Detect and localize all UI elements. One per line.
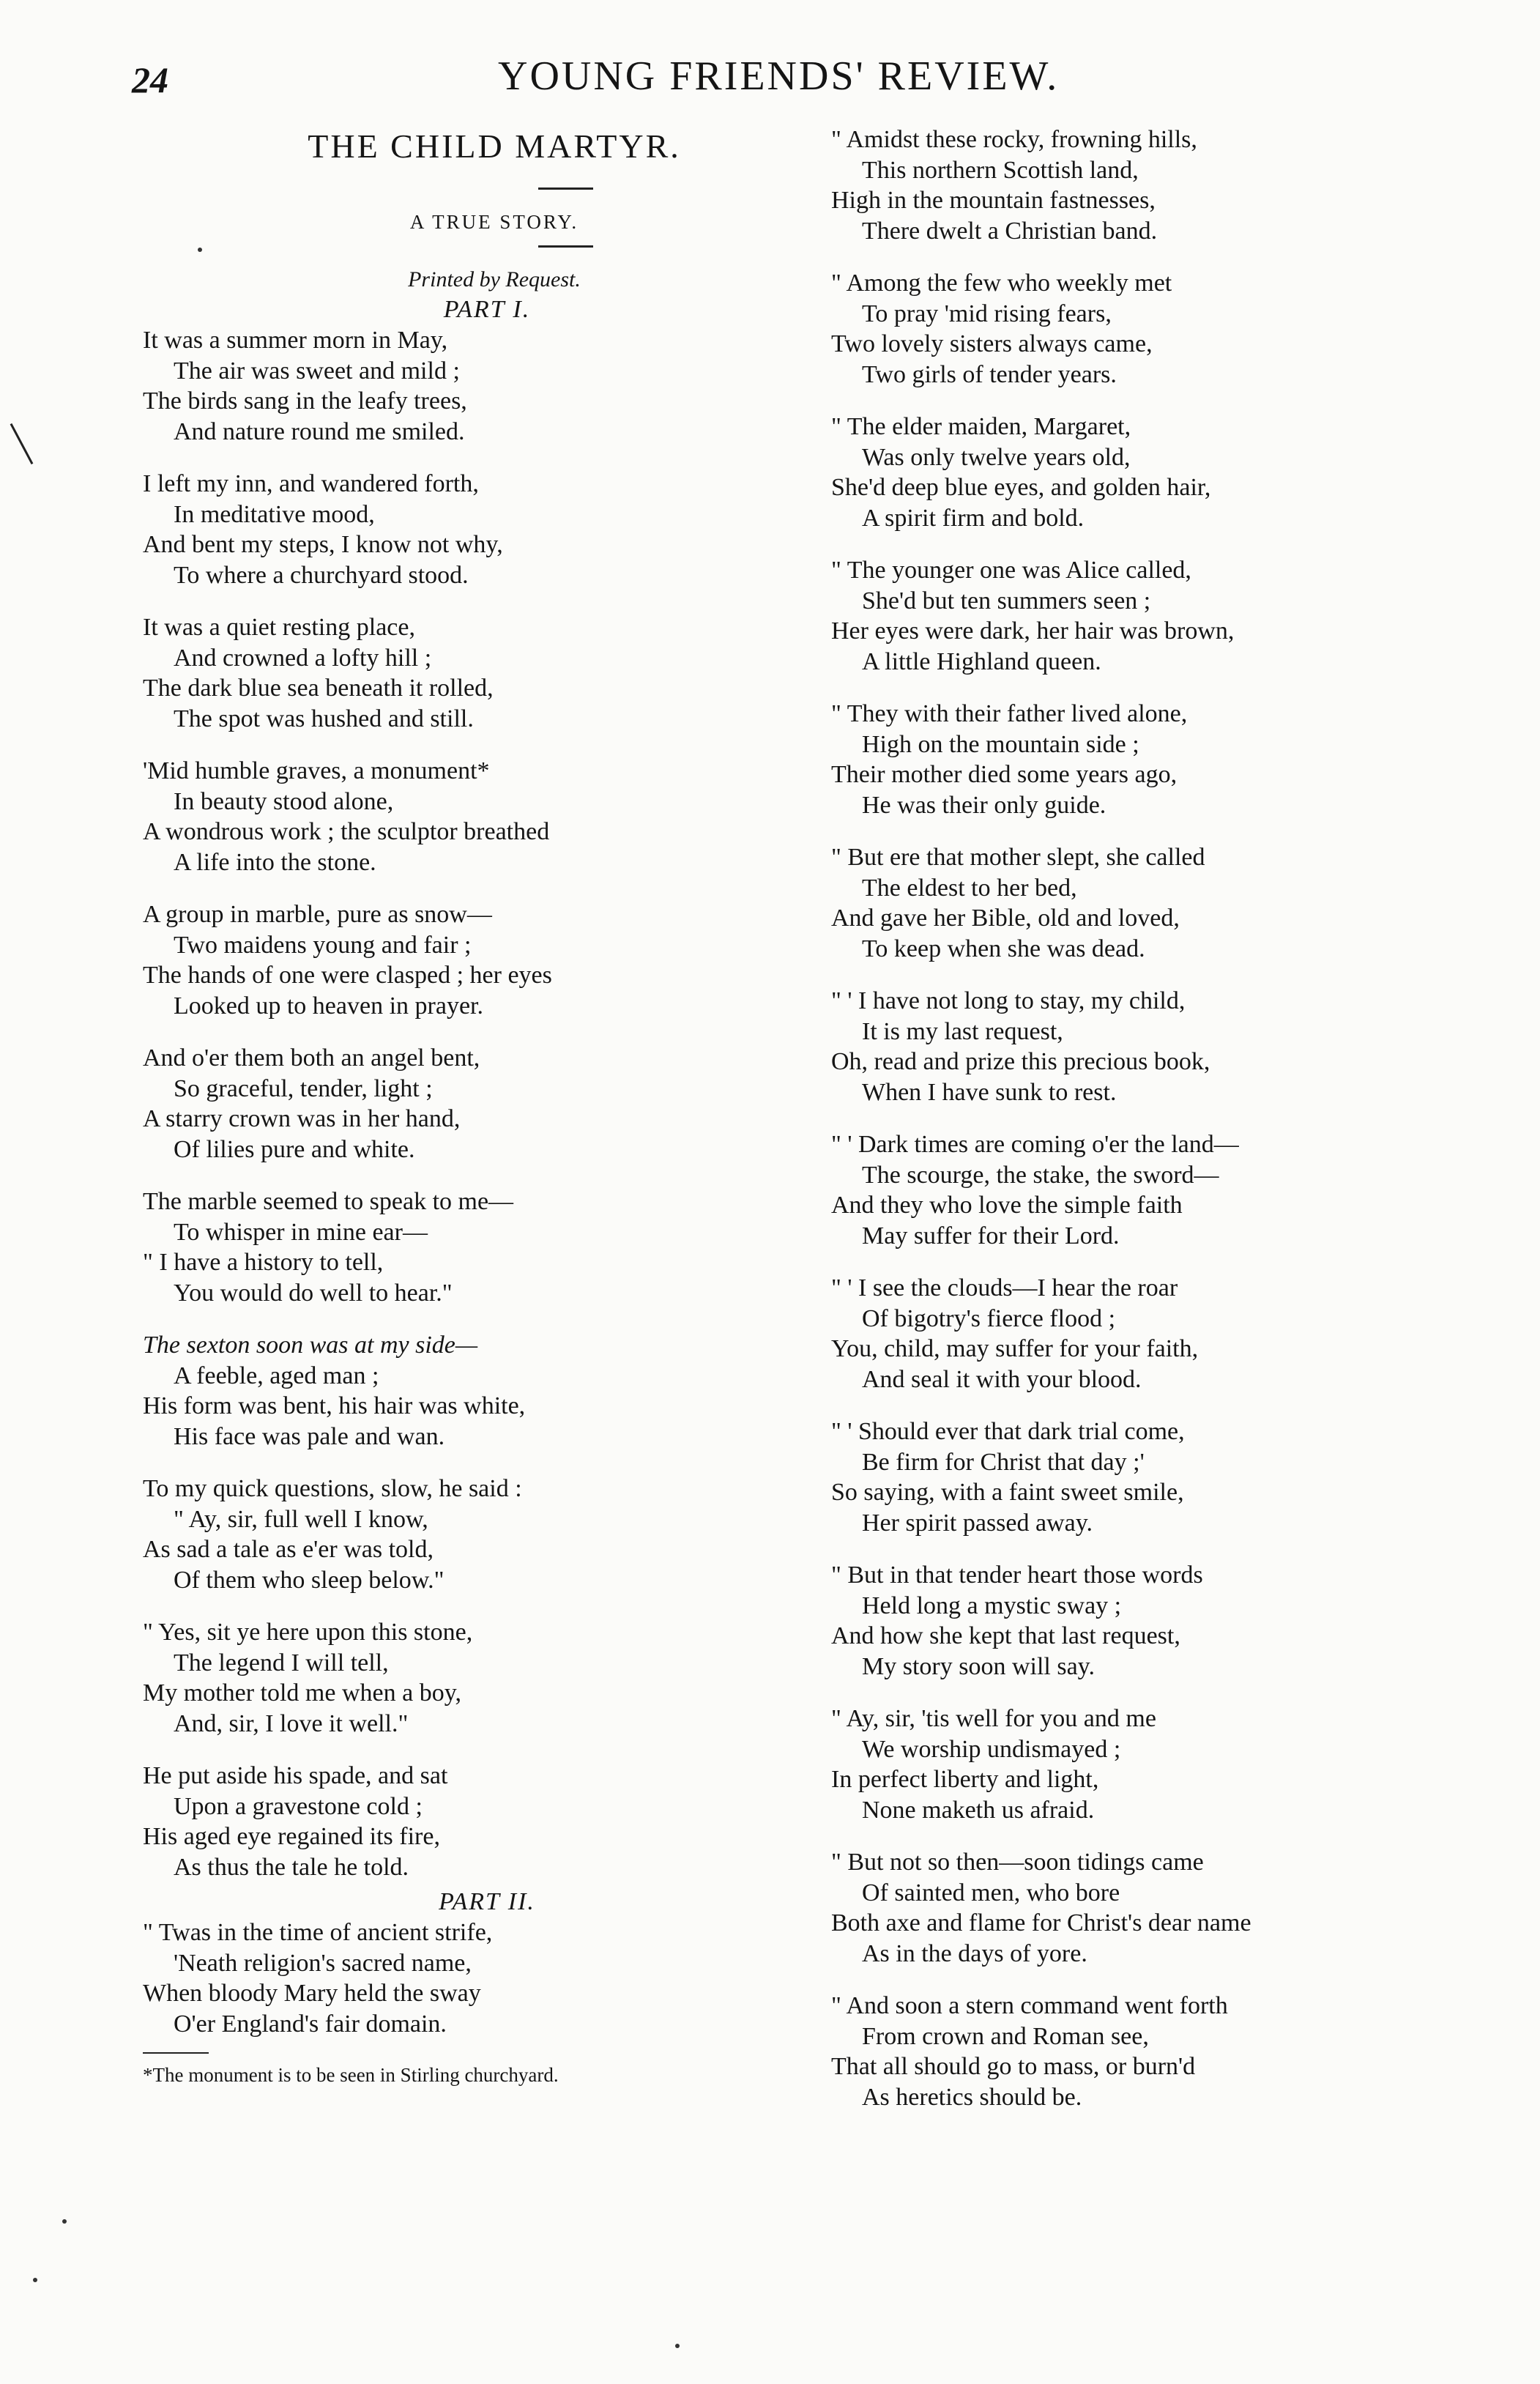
verse-line: He was their only guide. [862,791,1106,819]
verse-line: It was a summer morn in May, [143,327,448,354]
verse-line: My mother told me when a boy, [143,1679,461,1707]
verse-line: " I have a history to tell, [143,1249,384,1276]
stanza [143,325,802,447]
verse-line: Oh, read and prize this precious book, [831,1048,1210,1075]
subtitle-rule [538,245,593,248]
stanza [143,756,802,877]
verse-line: 'Neath religion's sacred name, [174,1949,472,1977]
verse-line: A group in marble, pure as snow— [143,901,492,928]
verse-line: And nature round me smiled. [174,417,465,445]
verse-line: A feeble, aged man ; [174,1362,379,1389]
verse-line: His form was bent, his hair was white, [143,1392,526,1419]
right-column [831,125,1468,2134]
verse-line: " Twas in the time of ancient strife, [143,1919,493,1946]
part-one-stanzas [143,325,802,1882]
verse-line: Of them who sleep below." [174,1566,444,1594]
stanza [143,1474,802,1595]
verse-line: Be firm for Christ that day ;' [862,1448,1145,1476]
verse-line: My story soon will say. [862,1652,1095,1680]
verse-line: " ' Dark times are coming o'er the land— [831,1131,1239,1158]
verse-line: " ' I see the clouds—I hear the roar [831,1274,1178,1301]
footnote: *The monument is to be seen in Stirling churchyard. [143,2064,559,2086]
verse-line: High on the mountain side ; [862,730,1139,758]
stanza [143,899,802,1021]
stanza [831,1273,1468,1395]
verse-line: None maketh us afraid. [862,1796,1095,1824]
stanza [831,1847,1468,1969]
verse-line: When bloody Mary held the sway [143,1980,481,2007]
stanza [143,1330,802,1452]
poem-title: THE CHILD MARTYR. [308,127,681,165]
verse-line: And crowned a lofty hill ; [174,644,432,672]
verse-line: Two girls of tender years. [862,360,1117,388]
stanza [831,842,1468,964]
verse-line: Both axe and flame for Christ's dear name [831,1909,1251,1936]
verse-line: As heretics should be. [862,2083,1082,2111]
verse-line: We worship undismayed ; [862,1735,1121,1763]
stanza [831,1416,1468,1538]
stanza [143,1761,802,1882]
verse-line: " But ere that mother slept, she called [831,844,1205,871]
stanza [143,1043,802,1165]
stanza [831,986,1468,1107]
verse-line: His aged eye regained its fire, [143,1823,440,1850]
verse-line: To pray 'mid rising fears, [862,300,1112,327]
verse-line: You would do well to hear." [174,1279,453,1307]
part-heading: PART II. [439,1888,535,1915]
verse-line: To whisper in mine ear— [174,1218,428,1246]
verse-line: Upon a gravestone cold ; [174,1792,423,1820]
verse-line: " Among the few who weekly met [831,270,1172,297]
verse-line: " But not so then—soon tidings came [831,1849,1204,1876]
verse-line: I left my inn, and wandered forth, [143,470,479,497]
running-head: YOUNG FRIENDS' REVIEW. [498,53,1060,99]
stanza [831,699,1468,820]
verse-line: As sad a tale as e'er was told, [143,1536,434,1563]
verse-line: It is my last request, [862,1017,1063,1045]
verse-line: As thus the tale he told. [174,1853,409,1881]
verse-line: A spirit firm and bold. [862,504,1085,532]
verse-line: So graceful, tender, light ; [174,1074,433,1102]
page-number: 24 [132,59,168,100]
verse-line: A life into the stone. [174,848,376,876]
verse-line: His face was pale and wan. [174,1422,445,1450]
verse-line: It was a quiet resting place, [143,614,415,641]
verse-line: " Amidst these rocky, frowning hills, [831,126,1197,153]
verse-line: And how she kept that last request, [831,1622,1180,1649]
verse-line: May suffer for their Lord. [862,1222,1120,1249]
stanza [831,1560,1468,1682]
title-rule [538,187,593,190]
verse-line: And, sir, I love it well." [174,1709,409,1737]
part-heading: PART I. [443,296,531,323]
verse-line: " Ay, sir, 'tis well for you and me [831,1705,1156,1732]
verse-line: Her eyes were dark, her hair was brown, [831,617,1235,645]
verse-line: That all should go to mass, or burn'd [831,2053,1196,2080]
poem-subtitle: A TRUE STORY. [409,211,579,233]
verse-line: She'd deep blue eyes, and golden hair, [831,474,1211,501]
verse-line: A starry crown was in her hand, [143,1105,461,1132]
stanza [143,1917,802,2039]
verse-line: " Yes, sit ye here upon this stone, [143,1619,473,1646]
verse-line: Her spirit passed away. [862,1509,1093,1537]
verse-line: A wondrous work ; the sculptor breathed [143,818,550,845]
verse-line: " The younger one was Alice called, [831,557,1191,584]
verse-line: And bent my steps, I know not why, [143,531,503,558]
verse-line: " And soon a stern command went forth [831,1992,1228,2019]
verse-line: Of lilies pure and white. [174,1135,415,1163]
stray-dot [675,2344,680,2348]
verse-line: The dark blue sea beneath it rolled, [143,675,494,702]
stanza [831,268,1468,390]
verse-line: The spot was hushed and still. [174,705,474,732]
verse-line: And they who love the simple faith [831,1192,1183,1219]
verse-line: " Ay, sir, full well I know, [174,1505,428,1533]
verse-line: The air was sweet and mild ; [174,357,460,385]
verse-line: Two lovely sisters always came, [831,330,1153,357]
verse-line: As in the days of yore. [862,1939,1087,1967]
verse-line: And gave her Bible, old and loved, [831,905,1180,932]
verse-line: When I have sunk to rest. [862,1078,1117,1106]
stanza [143,1187,802,1308]
verse-line: 'Mid humble graves, a monument* [143,757,490,784]
stanza [831,555,1468,677]
verse-line: " They with their father lived alone, [831,700,1188,727]
verse-line: From crown and Roman see, [862,2022,1149,2050]
verse-line: A little Highland queen. [862,647,1101,675]
verse-line: To my quick questions, slow, he said : [143,1475,522,1502]
stanza [831,412,1468,533]
verse-line: Of bigotry's fierce flood ; [862,1304,1116,1332]
verse-line: High in the mountain fastnesses, [831,187,1156,214]
verse-line: Was only twelve years old, [862,443,1131,471]
verse-line: The eldest to her bed, [862,874,1077,902]
verse-line: " The elder maiden, Margaret, [831,413,1131,440]
verse-line: You, child, may suffer for your faith, [831,1335,1199,1362]
verse-line: And o'er them both an angel bent, [143,1044,480,1072]
stanza [143,1617,802,1739]
left-column [143,125,802,2087]
verse-line: He put aside his spade, and sat [143,1762,448,1789]
stanza [831,125,1468,246]
verse-line: Their mother died some years ago, [831,761,1178,788]
verse-line: There dwelt a Christian band. [862,217,1158,245]
verse-line: The birds sang in the leafy trees, [143,387,467,415]
verse-line: O'er England's fair domain. [174,2010,447,2038]
verse-line: In beauty stood alone, [174,787,394,815]
verse-line: The scourge, the stake, the sword— [862,1161,1219,1189]
stanza [143,612,802,734]
stray-dot [33,2278,37,2282]
stray-pen-mark [10,423,34,464]
verse-line: To where a churchyard stood. [174,561,469,589]
part-two-stanzas [143,1917,802,2039]
stray-dot [62,2219,67,2224]
verse-line: " But in that tender heart those words [831,1562,1203,1589]
verse-line: To keep when she was dead. [862,935,1145,962]
verse-line: The marble seemed to speak to me— [143,1188,514,1215]
verse-line: The sexton soon was at my side— [143,1332,478,1359]
verse-line: So saying, with a faint sweet smile, [831,1479,1184,1506]
verse-line: Looked up to heaven in prayer. [174,992,483,1020]
footnote-rule [143,2052,209,2054]
printed-note: Printed by Request. [408,267,581,291]
verse-line: " ' Should ever that dark trial come, [831,1418,1185,1445]
verse-line: Two maidens young and fair ; [174,931,472,959]
verse-line: This northern Scottish land, [862,156,1139,184]
verse-line: Of sainted men, who bore [862,1879,1120,1906]
verse-line: The hands of one were clasped ; her eyes [143,962,552,989]
verse-line: The legend I will tell, [174,1649,389,1676]
verse-line: " ' I have not long to stay, my child, [831,987,1186,1014]
verse-line: Held long a mystic sway ; [862,1592,1122,1619]
verse-line: She'd but ten summers seen ; [862,587,1151,614]
verse-line: In perfect liberty and light, [831,1766,1099,1793]
stanza [831,1704,1468,1825]
verse-line: In meditative mood, [174,500,375,528]
stanza [143,469,802,590]
verse-line: And seal it with your blood. [862,1365,1142,1393]
stanza [831,1129,1468,1251]
stanza [831,1991,1468,2112]
